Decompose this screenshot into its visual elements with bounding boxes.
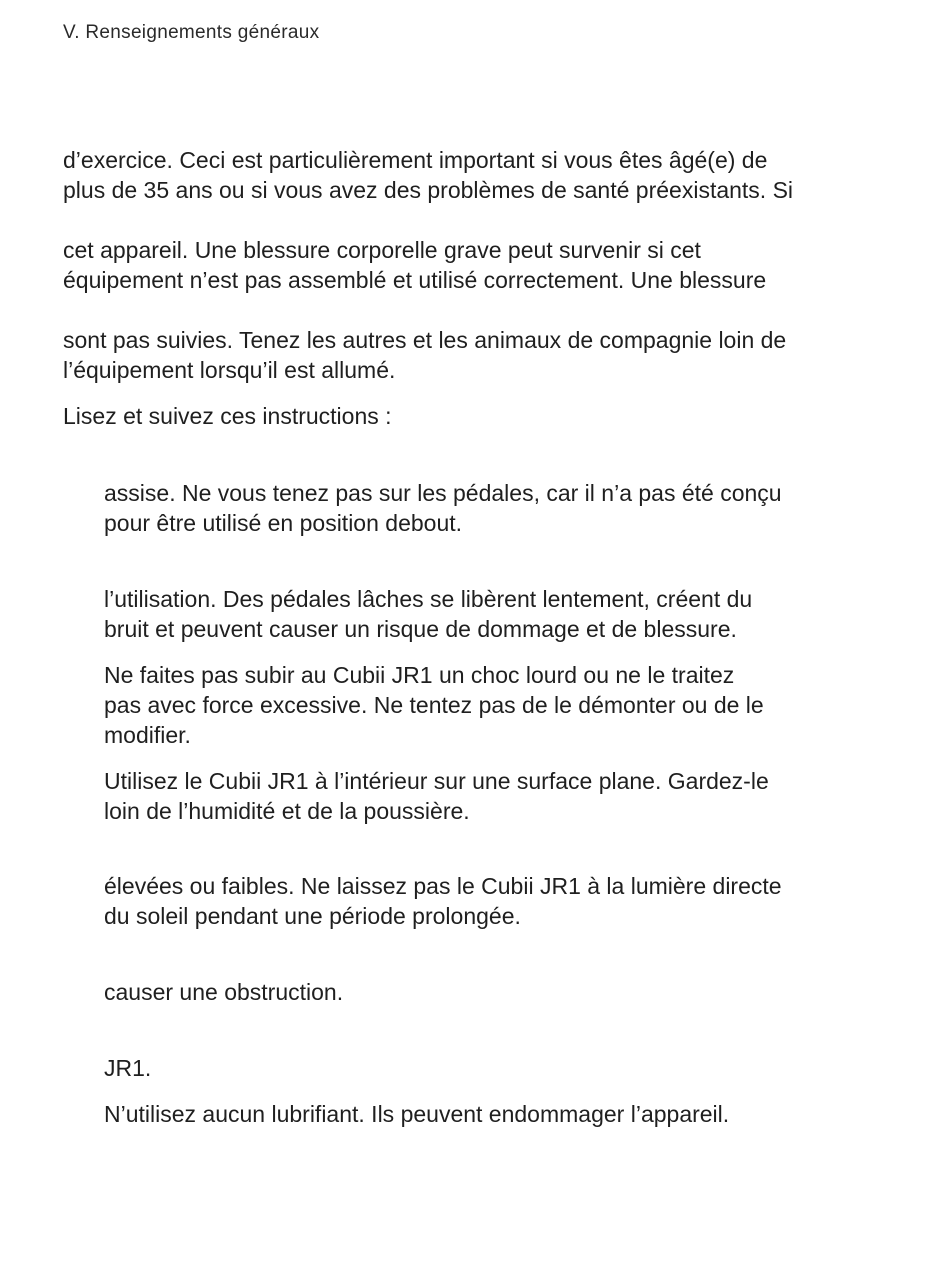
text-line: cet appareil. Une blessure corporelle grave peut survenir si cet [63,237,701,263]
text-line: N’utilisez aucun lubrifiant. Ils peuvent endommager l’appareil. [104,1101,730,1127]
text-line: plus de 35 ans ou si vous avez des problèmes de santé préexistants. Si [63,177,794,203]
text-line: Utilisez le Cubii JR1 à l’intérieur sur une surface plane. Gardez-le [104,768,769,794]
text-line: loin de l’humidité et de la poussière. [104,798,470,824]
text-line: assise. Ne vous tenez pas sur les pédales, car il n’a pas été conçu [104,480,782,506]
text-line: l’équipement lorsqu’il est allumé. [63,357,396,383]
text-line: élevées ou faibles. Ne laissez pas le Cubii JR1 à la lumière directe [104,873,782,899]
text-line: causer une obstruction. [104,979,344,1005]
text-line: l’utilisation. Des pédales lâches se libèrent lentement, créent du [104,586,753,612]
text-line: équipement n’est pas assemblé et utilisé correctement. Une blessure [63,267,767,293]
text-line: Ne faites pas subir au Cubii JR1 un choc lourd ou ne le traitez [104,662,735,688]
text-line: pour être utilisé en position debout. [104,510,463,536]
text-line: modifier. [104,722,191,748]
page-header: V. Renseignements généraux [63,22,320,43]
text-line: JR1. [104,1055,152,1081]
text-line: du soleil pendant une période prolongée. [104,903,521,929]
text-line: bruit et peuvent causer un risque de dommage et de blessure. [104,616,737,642]
text-line: Lisez et suivez ces instructions : [63,403,392,429]
text-line: d’exercice. Ceci est particulièrement important si vous êtes âgé(e) de [63,147,768,173]
text-line: pas avec force excessive. Ne tentez pas de le démonter ou de le [104,692,764,718]
text-line: sont pas suivies. Tenez les autres et les animaux de compagnie loin de [63,327,787,353]
